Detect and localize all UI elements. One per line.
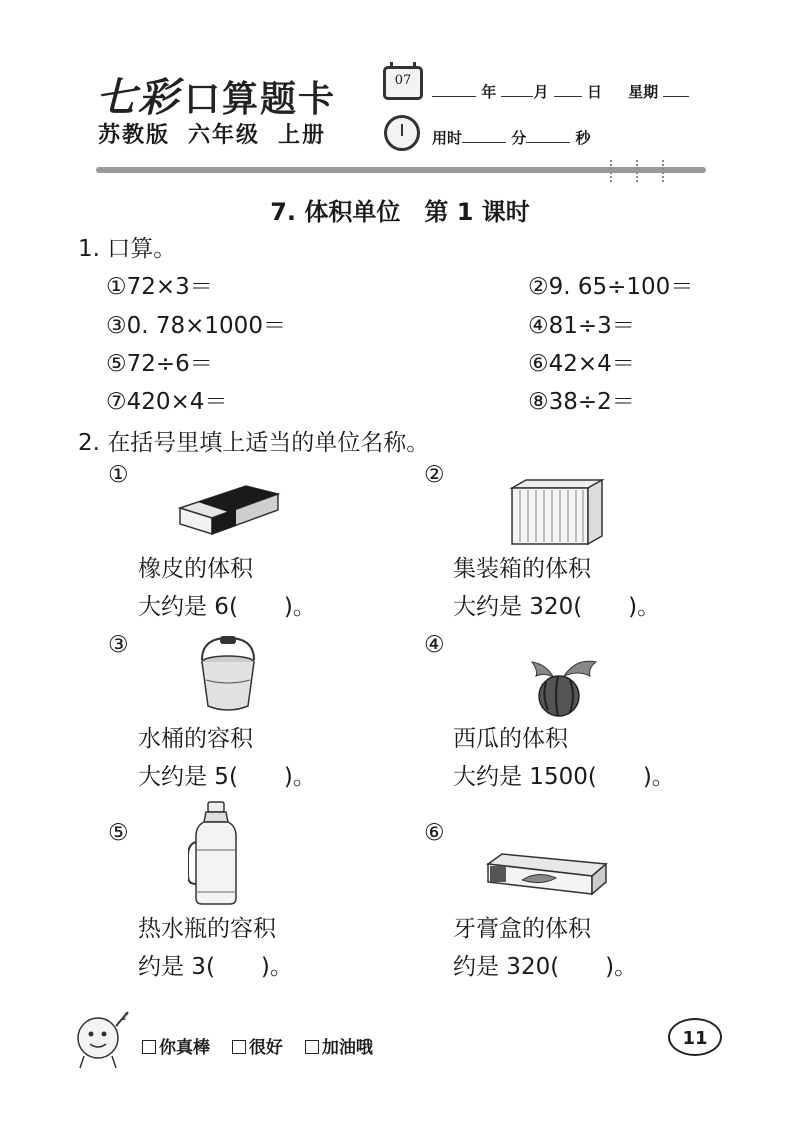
checkbox-icon xyxy=(232,1040,246,1054)
rating-label: 加油哦 xyxy=(321,1038,373,1058)
calc-item: ⑤72÷6＝ xyxy=(106,351,213,377)
watermelon-icon xyxy=(524,656,600,718)
item-line2: 大约是 5( )。 xyxy=(138,764,316,790)
calendar-icon xyxy=(383,66,423,100)
rating-option[interactable] xyxy=(142,1038,210,1058)
checkbox-icon xyxy=(305,1040,319,1054)
lesson-title: 7. 体积单位 第 1 课时 xyxy=(270,198,530,226)
item-line1: 牙膏盒的体积 xyxy=(453,916,591,942)
item-line2: 约是 320( )。 xyxy=(453,954,638,980)
item-text xyxy=(453,910,637,986)
calc-item: ②9. 65÷100＝ xyxy=(528,274,694,300)
weekday-label: 星期 xyxy=(628,83,659,101)
time-fields xyxy=(432,126,591,148)
item-text xyxy=(453,720,675,796)
rating-option[interactable] xyxy=(305,1038,373,1058)
item-number: ③ xyxy=(108,632,129,658)
item-line1: 集装箱的体积 xyxy=(453,556,591,582)
checkbox-icon xyxy=(142,1040,156,1054)
brand-main: 口算题卡 xyxy=(184,78,337,120)
item-number: ⑥ xyxy=(424,820,445,846)
divider-dots xyxy=(636,160,642,182)
month-blank[interactable] xyxy=(501,80,533,97)
item-text xyxy=(138,720,316,796)
calc-item: ①72×3＝ xyxy=(106,274,213,300)
svg-text:♪: ♪ xyxy=(122,1012,129,1023)
item-number: ① xyxy=(108,462,129,488)
item-number: ⑤ xyxy=(108,820,129,846)
thermos-icon xyxy=(188,800,244,906)
item-text xyxy=(138,550,316,626)
day-label: 日 xyxy=(586,83,602,101)
volume: 上册 xyxy=(278,123,327,148)
item-text xyxy=(138,910,293,986)
mascot-icon xyxy=(72,1006,134,1070)
page-number: 11 xyxy=(668,1018,722,1056)
edition-line xyxy=(98,118,344,149)
item-line2: 大约是 1500( )。 xyxy=(453,764,675,790)
item-line2: 约是 3( )。 xyxy=(138,954,293,980)
calc-item: ④81÷3＝ xyxy=(528,313,635,339)
item-line1: 水桶的容积 xyxy=(138,726,253,752)
rating-options xyxy=(142,1033,389,1058)
seconds-blank[interactable] xyxy=(526,126,570,143)
item-number: ④ xyxy=(424,632,445,658)
brand-prefix: 七彩 xyxy=(96,74,180,121)
calc-item: ⑥42×4＝ xyxy=(528,351,635,377)
item-line2: 大约是 320( )。 xyxy=(453,594,661,620)
divider-dots xyxy=(662,160,668,182)
calc-item: ③0. 78×1000＝ xyxy=(106,313,286,339)
item-line1: 热水瓶的容积 xyxy=(138,916,276,942)
date-fields xyxy=(432,80,689,102)
container-icon xyxy=(506,478,606,548)
weekday-blank[interactable] xyxy=(663,80,689,97)
toothpaste-box-icon xyxy=(486,852,608,896)
section1-heading: 1. 口算。 xyxy=(78,236,177,262)
rating-option[interactable] xyxy=(232,1038,283,1058)
year-blank[interactable] xyxy=(432,80,476,97)
brand-title xyxy=(96,66,336,123)
bucket-icon xyxy=(196,636,260,714)
edition: 苏教版 xyxy=(98,123,171,148)
divider-dots xyxy=(610,160,616,182)
calendar-day: 07 xyxy=(394,73,412,88)
eraser-icon xyxy=(176,472,282,538)
section2-heading: 2. 在括号里填上适当的单位名称。 xyxy=(78,430,430,456)
calc-item: ⑦420×4＝ xyxy=(106,389,228,415)
rating-label: 很好 xyxy=(248,1038,283,1058)
rating-label: 你真棒 xyxy=(159,1038,210,1058)
day-blank[interactable] xyxy=(554,80,582,97)
item-line2: 大约是 6( )。 xyxy=(138,594,316,620)
item-line1: 橡皮的体积 xyxy=(138,556,253,582)
seconds-label: 秒 xyxy=(575,129,591,147)
month-label: 月 xyxy=(533,83,549,101)
calc-item: ⑧38÷2＝ xyxy=(528,389,635,415)
minutes-blank[interactable] xyxy=(462,126,506,143)
clock-icon xyxy=(384,115,420,151)
time-label: 用时 xyxy=(432,129,463,147)
item-number: ② xyxy=(424,462,445,488)
grade: 六年级 xyxy=(188,123,261,148)
item-text xyxy=(453,550,660,626)
year-label: 年 xyxy=(481,83,497,101)
item-line1: 西瓜的体积 xyxy=(453,726,568,752)
minutes-label: 分 xyxy=(511,129,527,147)
